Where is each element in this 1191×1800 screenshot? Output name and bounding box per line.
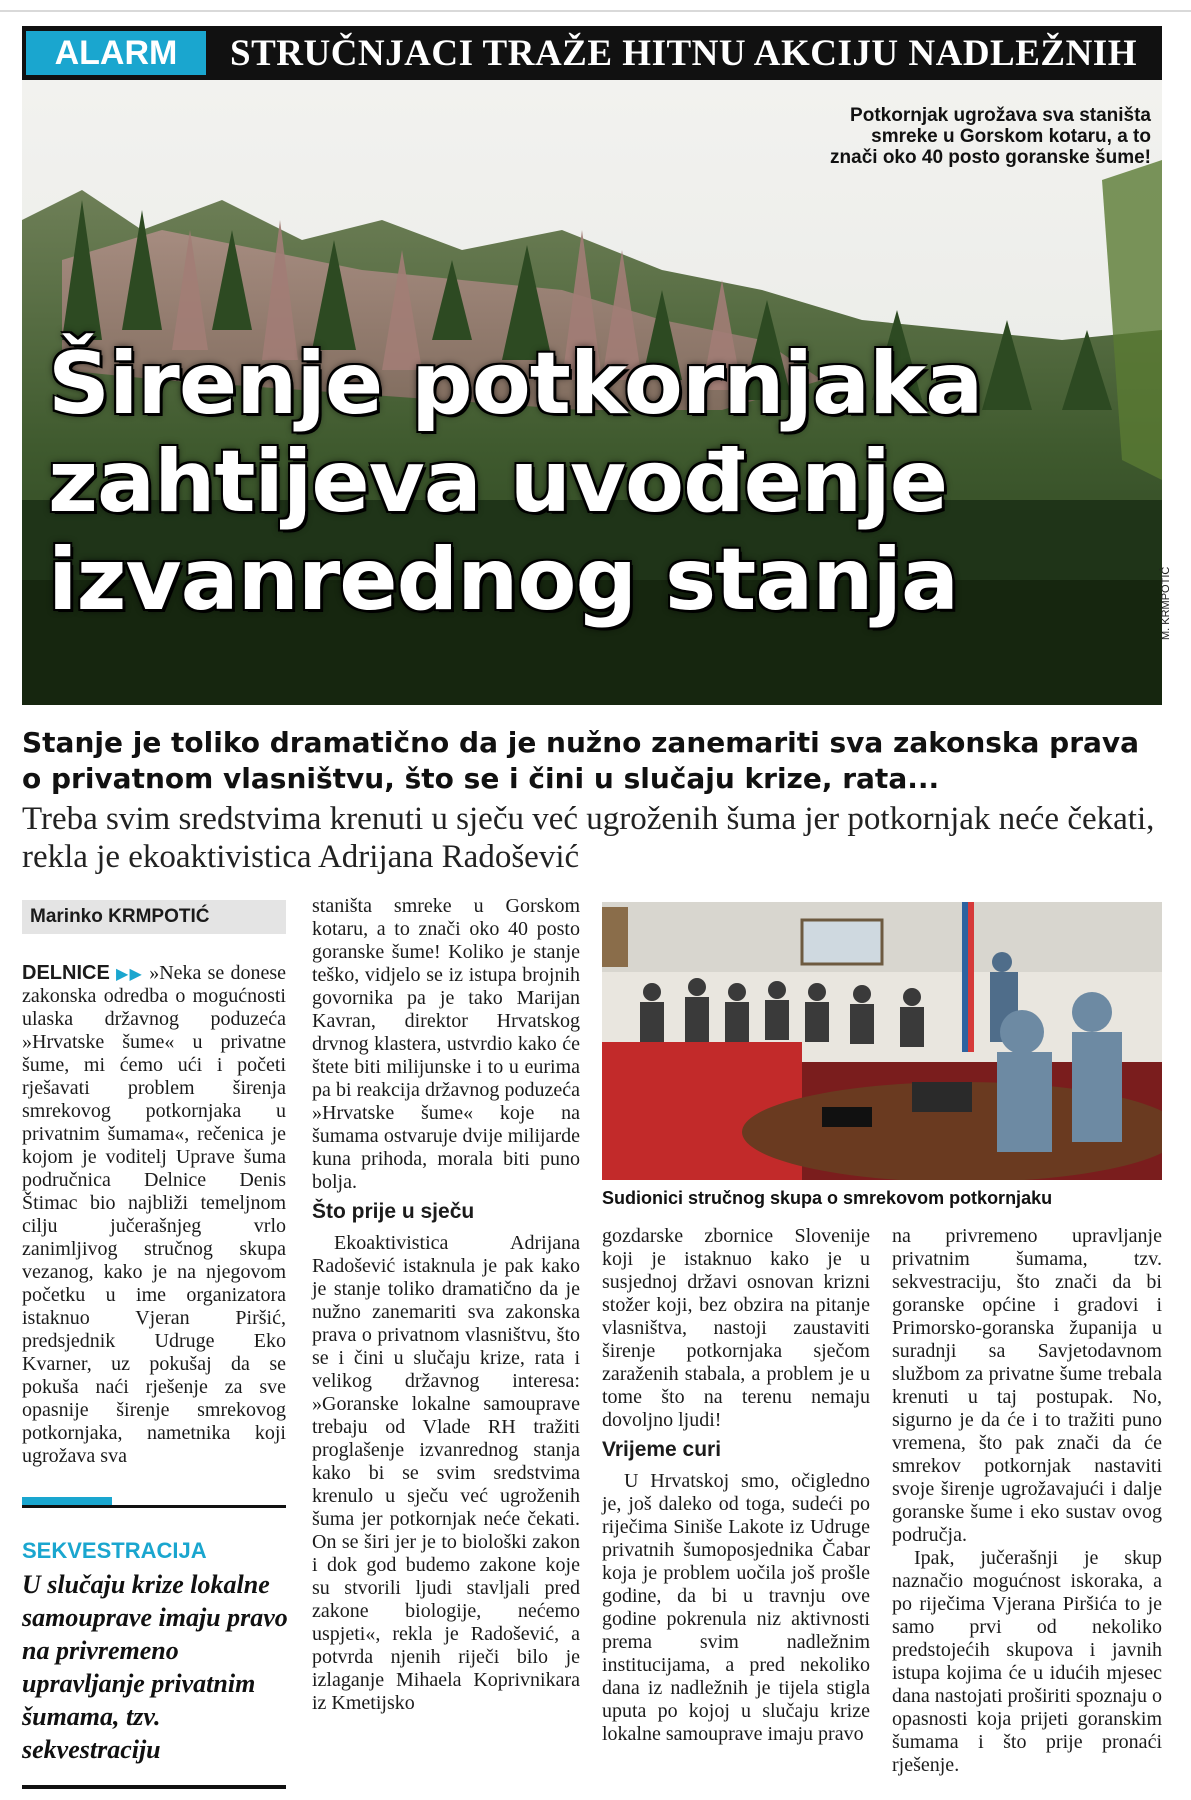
headline: Širenje potkornjaka zahtijeva uvođenje izvanrednog stanja: [48, 334, 983, 630]
section-banner: [22, 26, 1162, 80]
subhead-vrijeme: Vrijeme curi: [602, 1438, 722, 1461]
column-1: [22, 962, 286, 1468]
banner-title: STRUČNJACI TRAŽE HITNU AKCIJU NADLEŽNIH: [230, 32, 1137, 74]
column-4-paragraph-1: na privremeno upravljanje privatnim šumama, tzv. sekvestraciju, što znači da bi goranske općine i gradovi i Primorsko-goranska županija u suradnji sa Savjetodavnom službom za privatne šume trebala krenuti u taj postupak. No, sigurno je da će i to tražiti puno vremena, što pak znači da će smrekov potkornjak nastaviti svoje širenje ugrožavajući i dalje goranske šume i eko sustav ovog područja.: [892, 1225, 1162, 1546]
column-1-text: »Neka se donese zakonska odredba o mogućnosti ulaska državnog poduzeća »Hrvatske šume« u privatne šume, mi ćemo ući i početi rješavati problem širenja smrekovog potkornjaka u privatnim šumama«, rečenica je kojom je voditelj Uprave šuma područnica Delnice Denis Štimac bio najbliži temeljnom cilju jučerašnjeg vrlo zanimljivog stručnog skupa vezanog, kako je na njegovom početku u ime organizatora istaknuo Vjeran Piršić, predsjednik Udruge Eko Kvarner, uz pokušaj da se pokuša naći rješenje za sve opasnije širenje smrekovog potkornjaka, nametnika koji ugrožava sva: [22, 962, 287, 1467]
column-3-paragraph-1: gozdarske zbornice Slovenije koji je istaknuo kako je u susjednoj državi osnovan krizni stožer koji, bez obzira na pitanje vlasništva, nastoji zaustaviti širenje potkornjaka sječom zaraženih stabala, a problem je u tome što na terenu nemaju dovoljno ljudi!: [602, 1225, 870, 1431]
photo-credit: M. KRMPOTIĆ: [1160, 566, 1172, 640]
deck-bold: Stanje je toliko dramatično da je nužno zanemariti sva zakonska prava o privatnom vlasništvu, što se i čini u slučaju krize, rata...: [22, 726, 1140, 795]
column-2-paragraph-2: Ekoaktivistica Adrijana Radošević istaknula je pak kako je stanje toliko dramatično da je nužno zanemariti sva zakonska prava o privatnom vlasništvu, što se i čini u slučaju krize, rata i velikog državnog interesa: »Goranske lokalne samouprave trebaju od Vlade RH tražiti proglašenje izvanrednog stanja kako bi se svim sredstvima krenulo u sječu već ugroženih šuma jer potkornjak neće čekati. On se širi jer je to biološki zakon i dok god budemo zakone koje su stvorili ljudi stavljali pred zakone biologije, nećemo uspjeti«, rekla je Radošević, a potvrda njenih riječi bilo je izlaganje Mihaela Koprivnikara iz Kmetijsko: [312, 1232, 580, 1714]
column-2-paragraph-1: staništa smreke u Gorskom kotaru, a to znači oko 40 posto goranske šume! Koliko je stanje teško, vidjelo se iz istupa brojnih govornika pa je tako Marijan Kavran, direktor Hrvatskog drvnog klastera, ustvrdio kako će štete biti milijunske i to u eurima pa bi reakcija državnog poduzeća »Hrvatske šume« koje na šumama ostvaruje dvije milijarde kuna prihoda, morala biti puno bolja.: [312, 895, 580, 1193]
double-arrow-icon: ▶▶: [116, 964, 144, 983]
photo-overlay-caption: Potkornjak ugrožava sva staništa smreke u Gorskom kotaru, a to znači oko 40 posto goranske šume!: [830, 105, 1151, 168]
sidebar-bottom-rule: [22, 1785, 286, 1789]
column-4-paragraph-2: Ipak, jučerašnji je skup naznačio mogućnost iskoraka, a po riječima Vjerana Piršića to je samo prvi od nekoliko predstojećih skupova i javnih istupa kojima će u idućih mjesec dana nastojati proširiti spoznaju o opasnosti koja prijeti goranskim šumama i što prije pronaći rješenje.: [892, 1547, 1162, 1776]
column-2: [312, 895, 580, 1715]
meeting-photo-caption: Sudionici stručnog skupa o smrekovom potkornjaku: [602, 1188, 1053, 1208]
byline: Marinko KRMPOTIĆ: [22, 900, 286, 934]
top-rule: [0, 10, 1191, 12]
sidebar-title: SEKVESTRACIJA: [22, 1538, 207, 1563]
sidebar-text: U slučaju krize lokalne samouprave imaju pravo na privremeno upravljanje privatnim šumama, tzv. sekvestraciju: [22, 1570, 288, 1764]
column-3-paragraph-2: U Hrvatskoj smo, očigledno je, još daleko od toga, sudeći po riječima Siniše Lakote iz Udruge privatnih šumoposjednika Čabar koja je problem uočila još prošle godine, da bi u travnju ove godine pokrenula niz aktivnosti prema svim nadležnim institucijama, a pred nekoliko dana iz nadležnih je tijela stigla uputa po kojoj u slučaju krize lokalne samouprave imaju pravo: [602, 1470, 870, 1745]
subhead-sjeca: Što prije u sječu: [312, 1200, 475, 1223]
dateline: DELNICE: [22, 962, 110, 984]
column-3: [602, 1225, 870, 1746]
deck-serif: Treba svim sredstvima krenuti u sječu već ugroženih šuma jer potkornjak neće čekati, rekla je ekoaktivistica Adrijana Radošević: [22, 801, 1155, 875]
column-4: [892, 1225, 1162, 1777]
sidebar-rule: [22, 1505, 286, 1508]
meeting-image: [602, 902, 1162, 1180]
meeting-photo: [602, 902, 1162, 1180]
kicker-label: ALARM: [26, 31, 206, 75]
